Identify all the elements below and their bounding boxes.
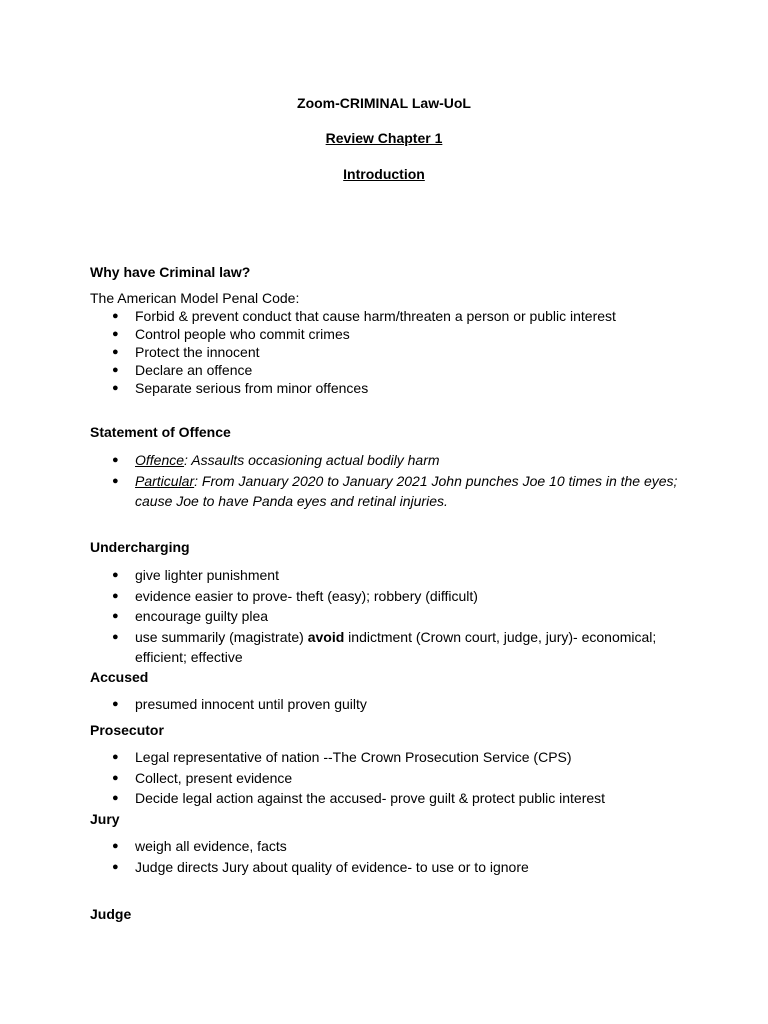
heading-accused: Accused xyxy=(90,669,149,685)
list-item: ● presumed innocent until proven guilty xyxy=(90,694,680,715)
list-item xyxy=(90,471,680,512)
list-item xyxy=(90,450,680,471)
why-intro: The American Model Penal Code: xyxy=(90,290,300,306)
heading-undercharging: Undercharging xyxy=(90,539,190,555)
list-item: ● Forbid & prevent conduct that cause harm/threaten a person or public interest xyxy=(112,308,616,324)
undercharging-list xyxy=(90,565,680,668)
heading-statement-of-offence: Statement of Offence xyxy=(90,424,231,440)
avoid-emphasis: avoid xyxy=(307,628,345,645)
particular-label: Particular xyxy=(135,472,195,489)
bullet-icon: ● xyxy=(112,310,119,322)
heading-judge: Judge xyxy=(90,906,132,922)
document-title: Zoom-CRIMINAL Law-UoL xyxy=(297,95,471,111)
list-item: ● use summarily (magistrate) avoid indictment (Crown court, judge, jury)- economical; efficient; effective xyxy=(112,628,657,665)
bullet-icon: ● xyxy=(112,792,119,804)
bullet-icon: ● xyxy=(112,474,119,487)
bullet-icon: ● xyxy=(112,751,119,763)
bullet-icon: ● xyxy=(112,771,119,784)
list-item: ● Control people who commit crimes xyxy=(112,326,350,342)
accused-list xyxy=(90,694,680,715)
prosecutor-list xyxy=(90,747,680,809)
statement-list xyxy=(90,450,680,512)
list-item: ● Collect, present evidence xyxy=(90,768,680,789)
why-list xyxy=(90,307,680,397)
offence-text: : Assaults occasioning actual bodily harm xyxy=(184,452,440,468)
section-title: Introduction xyxy=(343,166,425,182)
bullet-icon: ● xyxy=(112,346,119,358)
bullet-icon: ● xyxy=(112,840,119,852)
heading-why-criminal-law: Why have Criminal law? xyxy=(90,264,251,280)
bullet-icon: ● xyxy=(112,610,119,622)
bullet-icon: ● xyxy=(112,860,119,873)
document-subtitle: Review Chapter 1 xyxy=(325,130,443,146)
jury-list xyxy=(90,836,680,877)
bullet-icon: ● xyxy=(112,328,119,340)
bullet-icon: ● xyxy=(112,569,119,581)
bullet-icon: ● xyxy=(112,589,119,602)
bullet-icon: ● xyxy=(112,630,119,643)
list-item: ● give lighter punishment xyxy=(90,565,680,586)
list-item: ● evidence easier to prove- theft (easy); robbery (difficult) xyxy=(90,586,680,607)
heading-jury: Jury xyxy=(90,811,120,827)
heading-prosecutor: Prosecutor xyxy=(90,722,164,738)
bullet-icon: ● xyxy=(112,364,119,376)
list-item: ● Separate serious from minor offences xyxy=(112,380,369,396)
bullet-icon: ● xyxy=(112,454,119,466)
list-item: ● Decide legal action against the accused- prove guilt & protect public interest xyxy=(90,788,680,809)
list-item: ● Judge directs Jury about quality of evidence- to use or to ignore xyxy=(90,857,680,878)
bullet-icon: ● xyxy=(112,382,119,394)
bullet-icon: ● xyxy=(112,698,119,710)
list-item: ● Legal representative of nation --The Crown Prosecution Service (CPS) xyxy=(90,747,680,768)
list-item: ● Declare an offence xyxy=(112,362,253,378)
list-item: ● weigh all evidence, facts xyxy=(90,836,680,857)
offence-label: Offence xyxy=(135,452,185,468)
list-item: ● encourage guilty plea xyxy=(90,606,680,627)
list-item: ● Protect the innocent xyxy=(112,344,260,360)
particular-text: : From January 2020 to January 2021 John punches Joe 10 times in the eyes; cause Joe to have Panda eyes and retinal injuries. xyxy=(135,472,678,509)
